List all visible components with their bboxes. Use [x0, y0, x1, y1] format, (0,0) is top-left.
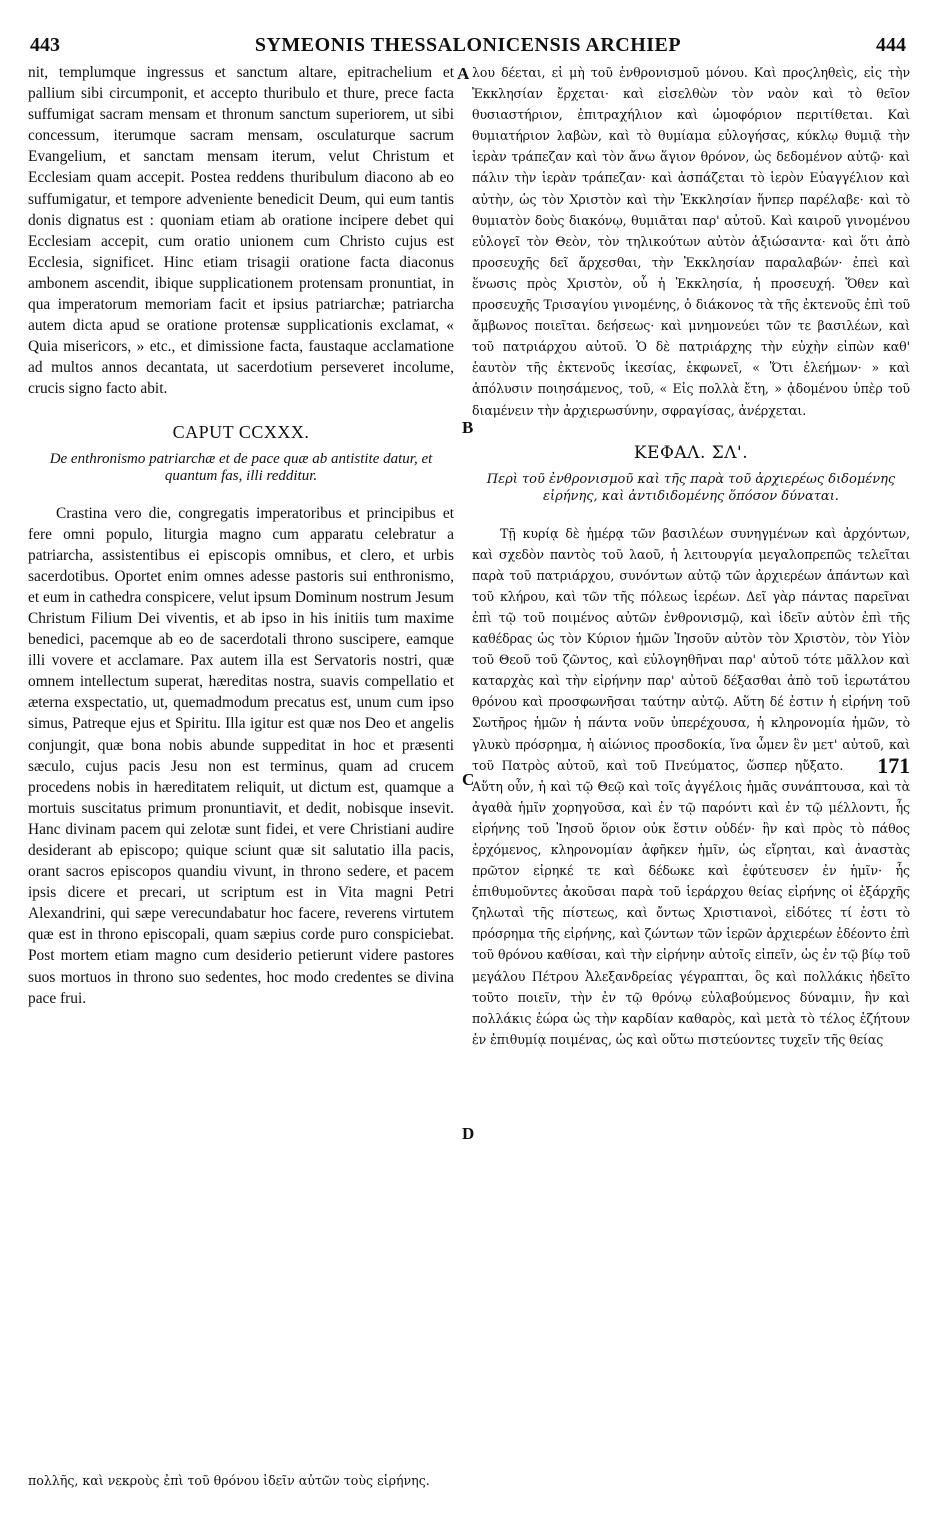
latin-chapter-title: CAPUT CCXXX. — [172, 421, 310, 442]
page-header — [30, 34, 906, 60]
margin-marker-a: A — [457, 64, 470, 83]
margin-marker-c: C — [462, 770, 475, 789]
greek-column — [472, 62, 910, 1050]
greek-paragraph-2-continued: Πατρὸς αὐτοῦ, καὶ τοῦ Πνεύματος, ὥσπερ ηὔξατο. Αὕτη οὖν, ἡ καὶ τῷ Θεῷ καὶ τοῖς ἀγγέλοις ἡμᾶς συνάπτουσα, καὶ τὰ ἀγαθὰ ἡμῖν χορηγοῦσα, καὶ ἐν τῷ παρόντι καὶ ἐν τῷ μέλλοντι, ἧς εἰρήνης τοῦ Ἰησοῦ ὅριον οὐκ ἔστιν οὐδέν· ἣν καὶ πρὸς τὸ πάθος ἐρχόμενος, κληρονομίαν ἀφῆκεν ἡμῖν, ὡς εἴρηται, καὶ ἀναστὰς πρῶτον εἰρηκέ τε καὶ δέδωκε καὶ ἐφύτευσεν ἐν ἡμῖν· ἧς ἐπιθυμοῦντες ἀκοῦσαι παρὰ τοῦ ἱεράρχου θείας εἰρήνης οἱ ἐξάρχῆς ζηλωταὶ τῆς πίστεως, καὶ ὄντως Χριστιανοὶ, εἰδότες τί ἐστι τὸ πρόσρημα τῆς εἰρήνης, καὶ ζώντων τῶν ἱερῶν ἀρχιερέων ἐδέοντο ἐπὶ τοῦ θρόνου καθίσαι, καὶ τὴν εἰρήνην αὐτοῖς εἰπεῖν, ὡς ἐν τῷ βίῳ τοῦ μεγάλου Πέτρου Ἀλεξανδρείας γέγραπται, ὃς καὶ πολλάκις ἠδεῖτο τοῦτο ποιεῖν, τὴν ἐν τῷ θρόνῳ εὐλαβούμενος δύναμιν, ἣν καὶ πολλάκις ἑώρα ὡς τὴν καρδίαν καθαρὸς, καὶ μετὰ τὸ τέλος ἐζήτουν ἐν ἐπιθυμίᾳ ποιμένας, ὡς καὶ οὕτω πιστεύοντες τυχεῖν τῆς θείας — [472, 757, 910, 1047]
page-number-right: 444 — [876, 34, 906, 56]
greek-chapter-title: ΚΕΦΑΛ. ΣΛ'. — [633, 442, 749, 463]
latin-paragraph-2: Crastina vero die, congregatis imperatoribus et principibus et fere omni populo, liturgia magno cum apparatu celebratur a patriarcha, assistentibus ei episcopis omnibus, et clero, et urbis sacerdotibus. Oportet enim omnes adesse pastoris sui enthronismo, et eum in cathedra conspicere, velut ipsum Dominum nostrum Jesum Christum Filium Dei viventis, et ab ipso in his initiis tum maxime benedici, pacemque ab eo de sacerdotali throno suscipere, eamque illi vovere et acclamare. Pax autem illa est Servatoris nostri, quæ omnem intellectum superat, hæreditas nostra, suavis compellatio et æterna exspectatio, ut, quemadmodum precatus est, unum cum ipso simus, Patreque ejus et Spiritu. Illa igitur est quæ nos Deo et angelis conjungit, quæ bona nobis abunde suppeditat in hoc et præsenti sæculo, cujus pacis Jesu non est terminus, quam ad crucem procedens nobis in hæreditatem reliquit, ut dictum est, quamque a mortuis suscitatus primum pronuntiavit, et dedit, nobisque insevit. Hanc divinam pacem qui zelotæ sunt fidei, et vere Christiani audire desiderant ab episcopo; quique sciunt quæ sit salutatio illa pacis, orant sacros episcopos quandiu vivunt, in throno sedere, et pacem ipsis dicere et precari, ut scriptum est in Vita magni Petri Alexandrini, qui sæpe verecundabatur hoc facere, reverens virtutem quæ est in throno episcopali, quam sæpius corde puro conspiciebat. Post mortem etiam magno cum desiderio petierunt videre pastores suos mortuos in throno suo sedentes, hoc modo credentes se divina pace frui. — [28, 504, 454, 1007]
latin-paragraph-1: nit, templumque ingressus et sanctum altare, epitrachelium et pallium sibi circumponit, et accepto thuribulo et thure, prece facta suffumigat sacram mensam et thronum sanctum superiorem, ut sibi concessum, iterumque sacram mensam, osculaturque sacrum Evangelium, et sanctam mensam iterum, velut Christum et Ecclesiam quam accepit. Postea reddens thuribulum diacono ab eo suffumigatur, et tempore adveniente benedicit Deum, qui eum tantis donis dignatus est : quoniam etiam ab oratione incipere debet qui Ecclesiam accepit, cum oratio unionem cum Christo cujus est Ecclesia, significet. Hinc etiam trisagii oratione facta diaconus ambonem ascendit, ibique supplicationem protensam pronuntiat, in qua imperatorum memoriam facit et ipsius patriarchæ; patriarcha autem dicta apud se oratione protensæ supplicationis exclamat, « Quia misericors, » etc., et dimissione facta, faustaque acclamatione ad multos annos decantata, ut sacerdotium perseveret incolume, crucis signo facto abit. — [28, 64, 454, 398]
column-number: 171 — [877, 752, 910, 778]
latin-column — [28, 62, 454, 1009]
greek-chapter-subtitle: Περὶ τοῦ ἐνθρονισμοῦ καὶ τῆς παρὰ τοῦ ἀρχιερέως διδομένης εἰρήνης, καὶ ἀντιδιδομένης ὅπόσον δύναται. — [486, 471, 896, 504]
running-title: SYMEONIS THESSALONICENSIS ARCHIEP — [254, 34, 682, 56]
greek-paragraph-2 — [472, 523, 910, 1050]
greek-paragraph-1: λου δέεται, εἰ μὴ τοῦ ἐνθρονισμοῦ μόνου. Καὶ προϛληθεὶς, εἰς τὴν Ἐκκλησίαν ἔρχεται· καὶ εἰσελθὼν τὸν ναὸν καὶ τὸ θεῖον θυσιαστήριον, ἐπιτραχήλιον καὶ ὠμοφόριον περιτίθεται. Καὶ θυμιατήριον λαβὼν, καὶ τὸ θυμίαμα εὐλογήσας, κύκλῳ θυμιᾷ τὴν ἱερὰν τράπεζαν καὶ τὸν ἄνω ἅγιον θρόνον, ὡς δεδομένον αὐτῷ· καὶ πάλιν τὴν ἱερὰν τράπεζαν· καὶ ἀσπάζεται τὸ ἱερὸν Εὐαγγέλιον καὶ αὐτὴν, ὡς τὸν Χριστὸν καὶ τὴν Ἐκκλησίαν ἥνπερ παρέλαβε· καὶ τὸ θυμιατὸν δοὺς διακόνῳ, θυμιᾶται παρ' αὐτοῦ. Καὶ καιροῦ γινομένου εὐλογεῖ τὸν Θεὸν, τὸν τηλικούτων αὐτὸν ἀξιώσαντα· καὶ ὅτι ἀπὸ προσευχῆς δεῖ ἄρχεσθαι, τὴν Ἐκκλησίαν παραλαβών· ἐπεὶ καὶ ἕνωσις πρὸς Χριστὸν, οὗ ἡ Ἐκκλησία, ἡ προσευχή. Ὅθεν καὶ προσευχῆς Τρισαγίου γινομένης, ὁ διάκονος τὰ τῆς ἐκτενοῦς ἐπὶ τοῦ ἄμβωνος ποιεῖται. δεήσεως· καὶ μνημονεύει τῶν τε βασιλέων, καὶ τοῦ πατριάρχου αὐτοῦ. Ὁ δὲ πατριάρχης τὴν εὐχὴν εἰπὼν καθ' ἑαυτὸν τῆς ἐκτενοῦς ἱκεσίας, ἐκφωνεῖ, « Ὅτι ἐλεήμων· » καὶ ἀπόλυσιν ποιησάμενος, τοῦ, « Εἰς πολλὰ ἔτη, » ᾀδομένου ὑπὲρ τοῦ διαμένειν τὴν ἀρχιερωσύνην, σφραγίσας, ἀνέρχεται. — [472, 65, 910, 418]
margin-marker-d: D — [462, 1124, 475, 1143]
page-number-left: 443 — [30, 34, 60, 56]
greek-paragraph-2-text: Τῇ κυρίᾳ δὲ ἡμέρᾳ τῶν βασιλέων συνηγμένων καὶ ἀρχόντων, καὶ σχεδὸν παντὸς τοῦ λαοῦ, ἡ λειτουργία μεγαλοπρεπῶς τελεῖται παρὰ τοῦ πατριάρχου, συνόντων αὐτῷ τῶν ἀρχιερέων ἁπάντων καὶ τοῦ κλήρου, καὶ τῶν τῆς πόλεως ἱερέων. Δεῖ γὰρ πάντας παρεῖναι ἐπὶ τῷ τοῦ ποιμένος αὐτῶν ἐνθρονισμῷ, καὶ ἰδεῖν αὐτὸν ἐπὶ τῆς καθέδρας ὡς τὸν Κύριον ἡμῶν Ἰησοῦν αὐτὸν τὸν Χριστὸν, τὸν Υἱὸν τοῦ Θεοῦ τοῦ ζῶντος, καὶ εὐλογηθῆναι παρ' αὐτοῦ τότε μᾶλλον καὶ καταρχὰς καὶ τὴν εἰρήνην παρ' αὐτοῦ δέξασθαι ἀπὸ τοῦ ἱερωτάτου θρόνου καὶ προσφωνῆσαι ταύτην αὐτῷ. Αὕτη δέ ἐστιν ἡ εἰρήνη τοῦ Σωτῆρος ἡμῶν ἡ πάντα νοῦν ὑπερέχουσα, ἡ κληρονομία ἡμῶν, τὸ γλυκὺ πρόσρημα, ἡ αἰώνιος προσδοκία, ἵνα ὦμεν ἓν μετ' αὐτοῦ, καὶ τοῦ — [472, 525, 910, 773]
greek-footer-line: πολλῆς, καὶ νεκροὺς ἐπὶ τοῦ θρόνου ἰδεῖν αὐτῶν τοὺς εἰρήνης. — [28, 1473, 430, 1488]
margin-marker-b: B — [462, 418, 474, 437]
latin-chapter-subtitle: De enthronismo patriarchæ et de pace quæ ab antistite datur, et quantum fas, illi redditur. — [49, 450, 433, 484]
